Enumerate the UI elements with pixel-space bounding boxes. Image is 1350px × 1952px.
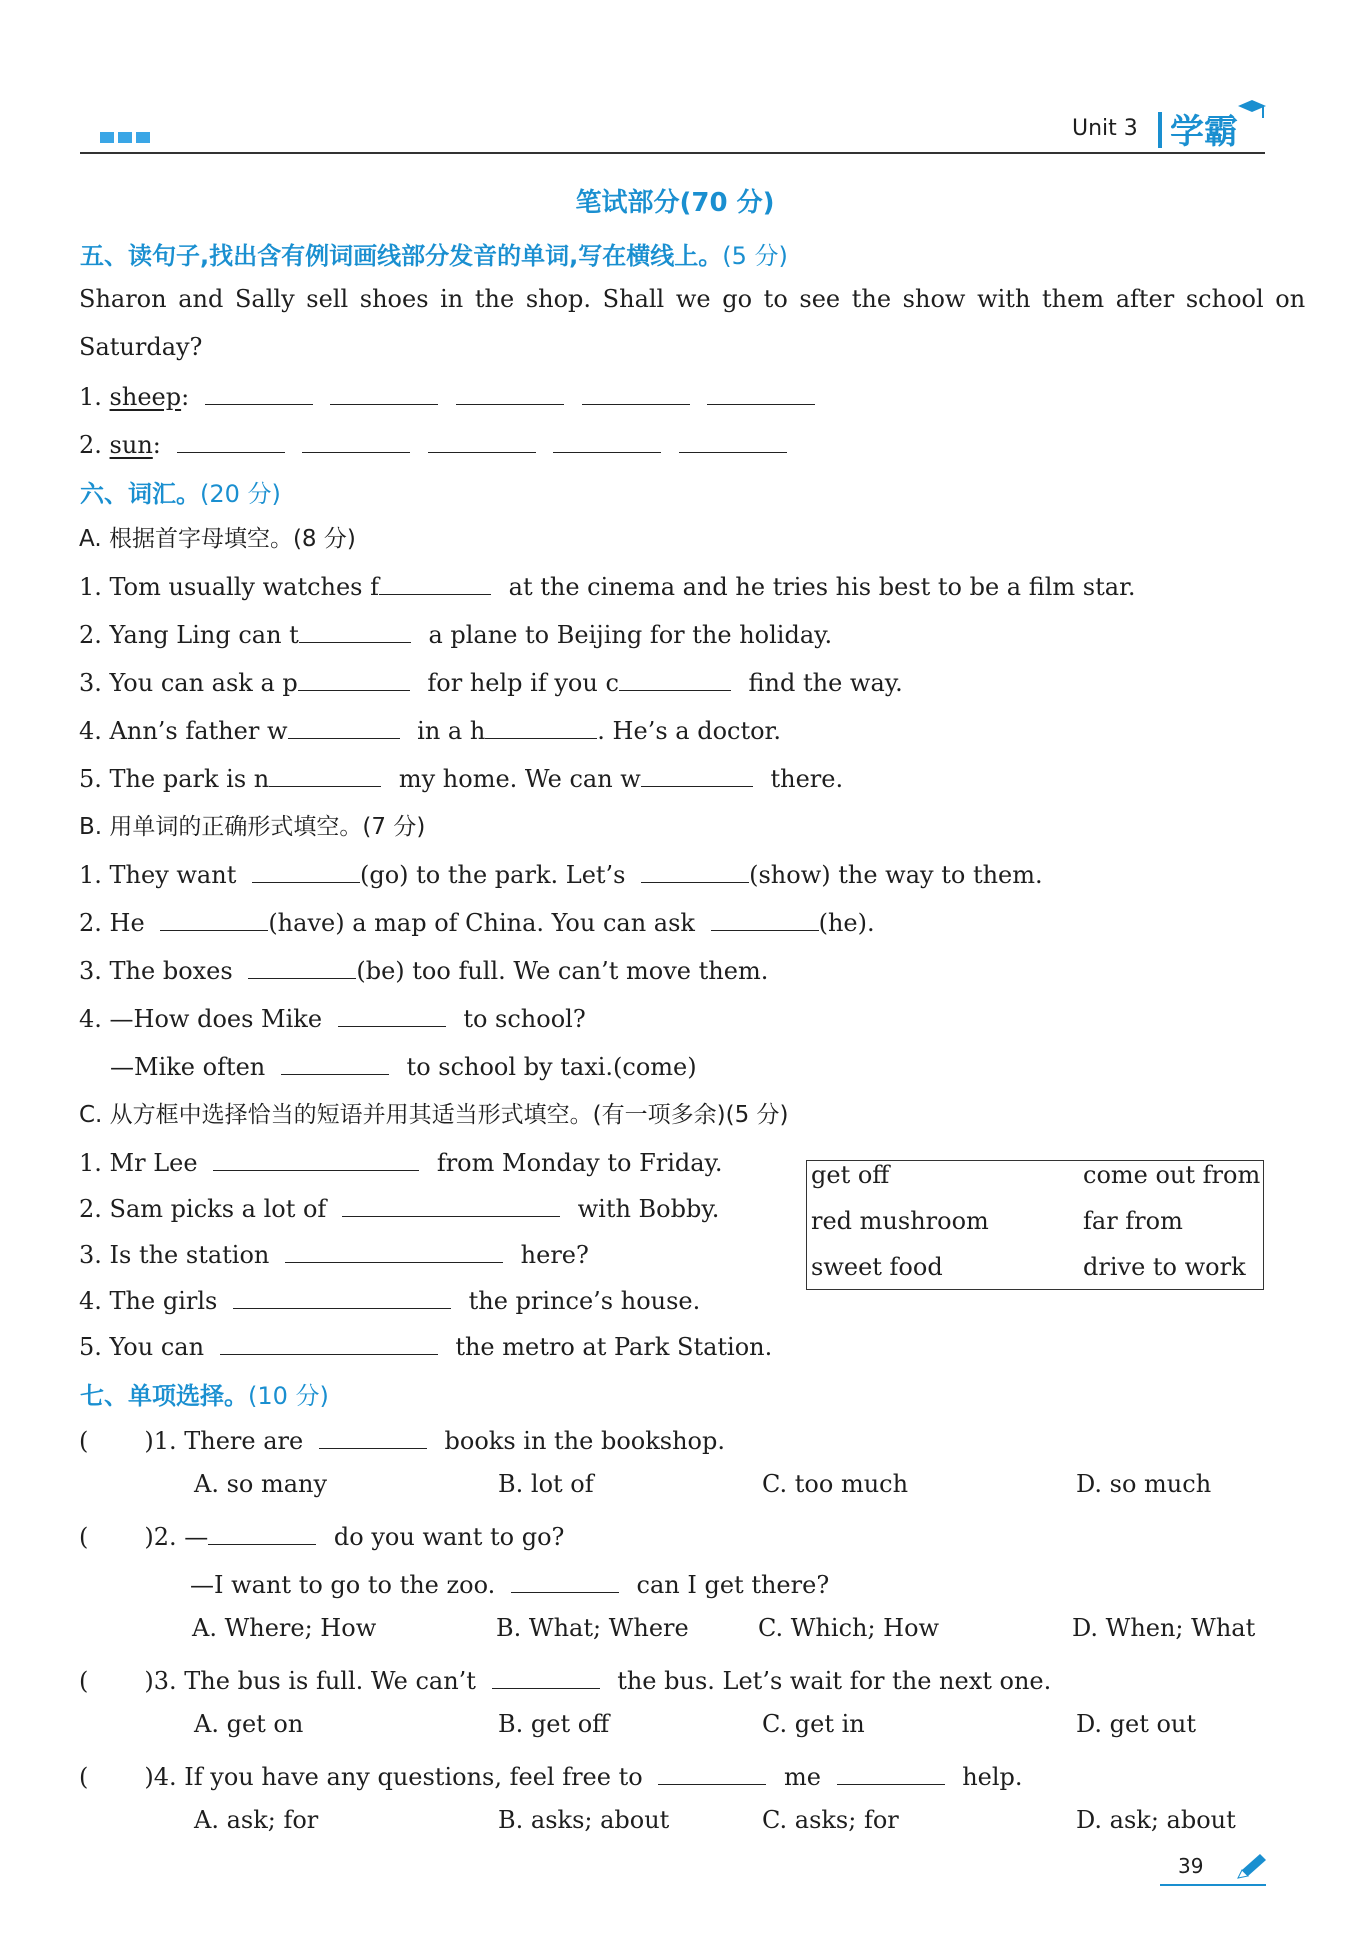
mc-q2-option-a[interactable]: A. Where; How [192,1614,377,1642]
phrase-item: get off [811,1161,890,1189]
q-number: 1. [79,383,102,411]
part6-a-q3 [79,664,903,700]
part6-b-q4 [79,1000,586,1036]
part6-c-q5 [79,1328,772,1364]
q-text: 4. Ann’s father w [79,717,288,745]
q-stem: me [783,1763,821,1791]
mc-q3-option-a[interactable]: A. get on [194,1710,304,1738]
q-text: 5. You can [79,1333,205,1361]
mc-q2 [79,1518,564,1554]
graduation-cap-icon [1236,98,1268,126]
answer-blank[interactable] [269,760,381,787]
q-text: 1. They want [79,861,237,889]
answer-blank[interactable] [248,952,356,979]
q-stem: books in the bookshop. [444,1427,725,1455]
answer-blank[interactable] [456,378,564,405]
part5-sentence-1: Sharon and Sally sell shoes in the shop. Shall we go to see the show with them after school on [79,285,1306,313]
q-text: from Monday to Friday. [436,1149,723,1177]
q-stem: )3. The bus is full. We can’t [144,1667,476,1695]
phrase-item: come out from [1083,1161,1261,1189]
part6-b-q3 [79,952,768,988]
part7-heading [80,1376,329,1411]
answer-paren-open[interactable]: ( [79,1667,89,1695]
q-text: 1. Tom usually watches f [79,573,380,601]
part6-a-q4 [79,712,781,748]
answer-blank[interactable] [288,712,400,739]
q-text: 4. —How does Mike [79,1005,323,1033]
answer-blank[interactable] [220,1328,438,1355]
q-text: for help if you c [427,669,619,697]
answer-blank[interactable] [205,378,313,405]
answer-blank[interactable] [233,1282,451,1309]
mc-q3-option-b[interactable]: B. get off [498,1710,610,1738]
q-text: find the way. [748,669,903,697]
part5-score: (5 分) [722,242,788,270]
q-text: (have) a map of China. You can ask [268,909,695,937]
answer-blank[interactable] [707,378,815,405]
mc-q1-option-b[interactable]: B. lot of [498,1470,594,1498]
q-stem: )2. — [144,1523,209,1551]
answer-paren-open[interactable]: ( [79,1763,89,1791]
part7-score: (10 分) [248,1382,329,1410]
part6-b-title: B. 用单词的正确形式填空。(7 分) [79,814,426,840]
part6-c-title: C. 从方框中选择恰当的短语并用其适当形式填空。(有一项多余)(5 分) [79,1102,789,1128]
answer-blank [208,1518,316,1545]
answer-blank[interactable] [252,856,360,883]
answer-blank[interactable] [582,378,690,405]
answer-blank[interactable] [177,426,285,453]
q-text: in a h [417,717,486,745]
q-text: to school by taxi.(come) [406,1053,697,1081]
answer-blank[interactable] [302,426,410,453]
answer-blank[interactable] [298,664,410,691]
answer-blank[interactable] [428,426,536,453]
brand-bar [1158,112,1162,148]
answer-blank[interactable] [711,904,819,931]
q-text: 3. Is the station [79,1241,270,1269]
colon: : [181,383,190,411]
mc-q2-option-c[interactable]: C. Which; How [758,1614,940,1642]
mc-q2-line2 [190,1566,829,1602]
q-text: 3. The boxes [79,957,233,985]
answer-blank[interactable] [213,1144,419,1171]
phrase-box [806,1160,1264,1290]
answer-paren-open[interactable]: ( [79,1523,89,1551]
q-text: to school? [463,1005,586,1033]
part6-a-title: A. 根据首字母填空。(8 分) [79,526,356,552]
answer-blank[interactable] [299,616,411,643]
mc-q1 [79,1422,725,1458]
q-text: my home. We can w [398,765,641,793]
header-deco [100,128,154,147]
q-text: 2. Yang Ling can t [79,621,299,649]
part5-heading [80,236,788,271]
part6-b-q1 [79,856,1043,892]
mc-q2-option-b[interactable]: B. What; Where [496,1614,689,1642]
mc-q3-option-c[interactable]: C. get in [762,1710,865,1738]
answer-blank[interactable] [330,378,438,405]
q-text: . He’s a doctor. [597,717,782,745]
brand-logo: 学霸 [1170,112,1238,152]
answer-blank[interactable] [641,760,753,787]
answer-blank [658,1758,766,1785]
answer-blank[interactable] [641,856,749,883]
part5-sentence-2: Saturday? [79,333,203,361]
deco-square-icon [118,132,132,143]
q-text: (go) to the park. Let’s [359,861,626,889]
q-text: at the cinema and he tries his best to be a film star. [508,573,1136,601]
answer-blank [837,1758,945,1785]
answer-paren-open[interactable]: ( [79,1427,89,1455]
phrase-item: drive to work [1083,1253,1246,1281]
mc-q4-option-b[interactable]: B. asks; about [498,1806,670,1834]
part7-title: 七、单项选择。 [80,1382,248,1410]
q-stem: )1. There are [144,1427,304,1455]
mc-q1-option-a[interactable]: A. so many [194,1470,328,1498]
answer-blank[interactable] [679,426,787,453]
part5-q2 [79,426,787,462]
part6-c-q4 [79,1282,700,1318]
q-stem: the bus. Let’s wait for the next one. [617,1667,1052,1695]
mc-q2-option-d[interactable]: D. When; What [1072,1614,1256,1642]
q-text: here? [520,1241,589,1269]
answer-blank [511,1566,619,1593]
pencil-icon [1234,1852,1268,1886]
section-title: 笔试部分(70 分) [575,188,775,218]
mc-q4-option-a[interactable]: A. ask; for [194,1806,319,1834]
part6-c-q3 [79,1236,589,1272]
answer-blank[interactable] [342,1190,560,1217]
q-text: (show) the way to them. [749,861,1043,889]
answer-blank[interactable] [338,1000,446,1027]
q-stem: )4. If you have any questions, feel free to [144,1763,643,1791]
part6-b-q4-reply [110,1048,697,1084]
q-text: (he). [818,909,875,937]
q-text: the prince’s house. [468,1287,701,1315]
part5-title: 五、读句子,找出含有例词画线部分发音的单词,写在横线上。 [80,242,723,270]
answer-blank [492,1662,600,1689]
q-text: 1. Mr Lee [79,1149,198,1177]
example-word: sheep [109,383,182,411]
answer-blank[interactable] [285,1236,503,1263]
part6-c-q2 [79,1190,719,1226]
q-text: 2. He [79,909,145,937]
part6-a-q2 [79,616,832,652]
colon: : [152,431,161,459]
example-word: sun [109,431,153,459]
q-stem: do you want to go? [333,1523,565,1551]
q-text: 5. The park is n [79,765,270,793]
phrase-item: far from [1083,1207,1183,1235]
mc-q1-option-d[interactable]: D. so much [1076,1470,1212,1498]
q-stem: —I want to go to the zoo. [190,1571,496,1599]
answer-blank[interactable] [619,664,731,691]
mc-q4-option-d[interactable]: D. ask; about [1076,1806,1236,1834]
answer-blank[interactable] [379,568,491,595]
page-number: 39 [1178,1854,1204,1878]
mc-q3 [79,1662,1051,1698]
q-text: there. [770,765,844,793]
q-stem: help. [962,1763,1023,1791]
part6-b-q2 [79,904,875,940]
q-stem: can I get there? [636,1571,830,1599]
q-text: with Bobby. [577,1195,720,1223]
q-text: (be) too full. We can’t move them. [356,957,769,985]
part6-a-q5 [79,760,843,796]
part6-title: 六、词汇。 [80,480,200,508]
answer-blank[interactable] [553,426,661,453]
answer-blank[interactable] [485,712,597,739]
answer-blank[interactable] [281,1048,389,1075]
deco-square-icon [136,132,150,143]
q-text: 2. Sam picks a lot of [79,1195,327,1223]
phrase-item: red mushroom [811,1207,989,1235]
mc-q3-option-d[interactable]: D. get out [1076,1710,1197,1738]
answer-blank[interactable] [160,904,268,931]
q-text: 4. The girls [79,1287,218,1315]
q-text: —Mike often [110,1053,266,1081]
answer-blank [319,1422,427,1449]
q-number: 2. [79,431,102,459]
part6-c-q1 [79,1144,723,1180]
part6-a-q1 [79,568,1136,604]
deco-square-icon [100,132,114,143]
header-rule [80,152,1265,154]
q-text: 3. You can ask a p [79,669,298,697]
mc-q4-option-c[interactable]: C. asks; for [762,1806,899,1834]
q-text: the metro at Park Station. [455,1333,773,1361]
part5-q1 [79,378,815,414]
phrase-item: sweet food [811,1253,943,1281]
unit-label: Unit 3 [1072,116,1138,141]
mc-q1-option-c[interactable]: C. too much [762,1470,909,1498]
part6-heading [80,474,281,509]
q-text: a plane to Beijing for the holiday. [428,621,833,649]
part6-score: (20 分) [200,480,281,508]
mc-q4 [79,1758,1023,1794]
